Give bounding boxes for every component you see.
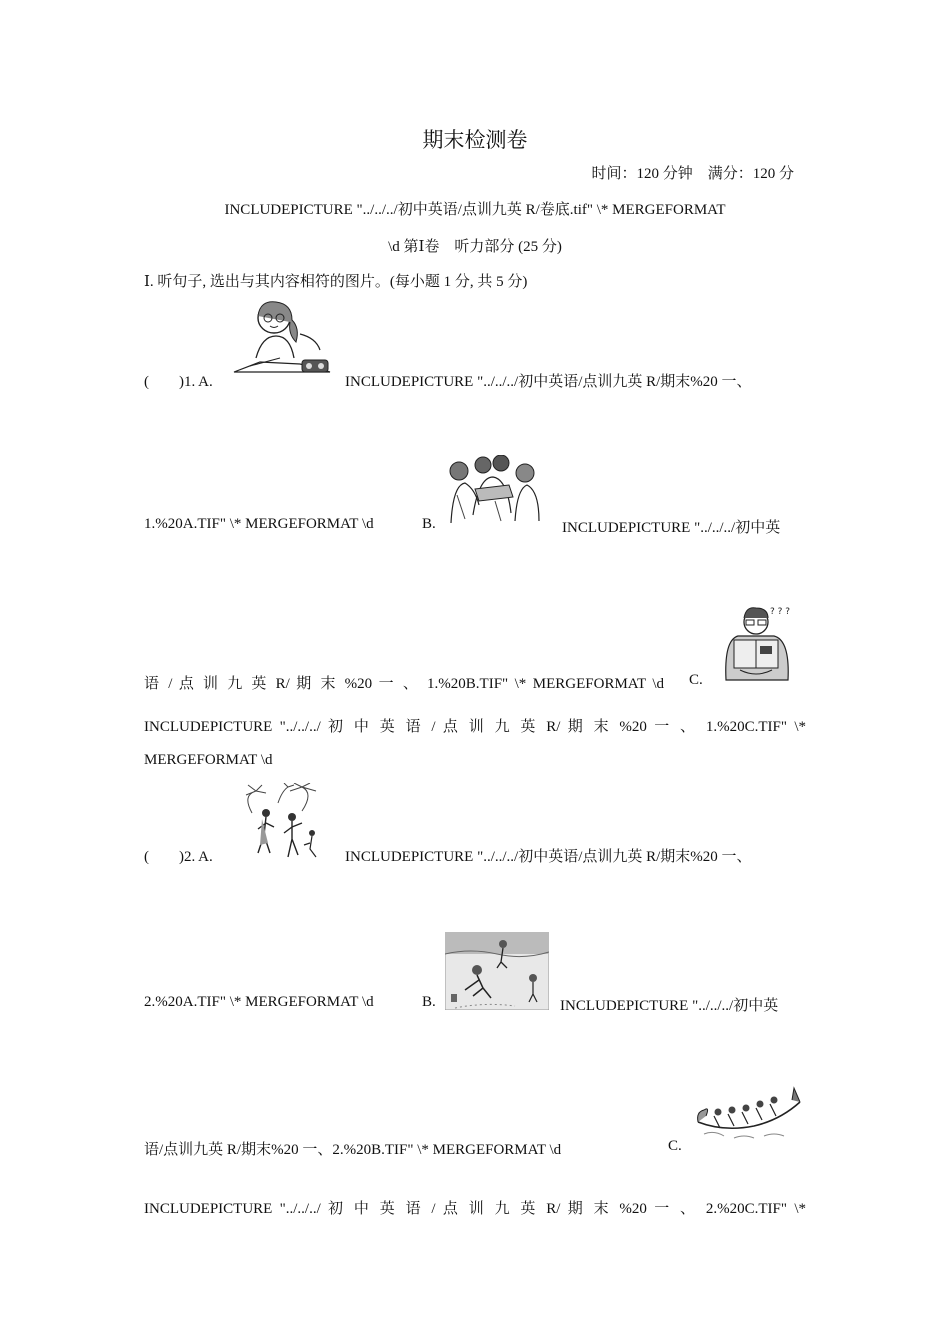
section-heading: \d 第Ⅰ卷 听力部分 (25 分): [388, 239, 562, 255]
q1-c-field-text: 语 / 点 训 九 英 R/ 期 末 %20 一 、 1.%20B.TIF" \* MERGEFORMAT \d: [144, 676, 664, 692]
include-field-line: INCLUDEPICTURE "../../../初中英语/点训九英 R/卷底.tif" \* MERGEFORMAT: [224, 202, 726, 218]
q2-option-b-image: [445, 932, 549, 1010]
q1-c-field-line-end: MERGEFORMAT \d: [144, 752, 273, 768]
q2-a-field-text: INCLUDEPICTURE "../../../初中英语/点训九英 R/期末%20 一、: [345, 849, 752, 865]
q1-option-c-image: [720, 600, 794, 684]
q1-option-a-image: [230, 298, 333, 376]
q1-c-label: C.: [689, 672, 703, 688]
q2-c-label: C.: [668, 1138, 682, 1154]
q1-option-b-image: [445, 455, 543, 525]
q1-b-label: B.: [422, 516, 436, 532]
q2-c-field-line: INCLUDEPICTURE "../../../ 初 中 英 语 / 点 训 九 英 R/ 期 末 %20 一 、 2.%20C.TIF" \*: [144, 1201, 806, 1217]
q1-b-field-tail: INCLUDEPICTURE "../../../初中英: [562, 520, 781, 536]
q1-prefix: ( )1. A.: [144, 374, 213, 390]
svg-text:? ? ?: ? ? ?: [770, 607, 791, 617]
q2-b-field-text: 2.%20A.TIF" \* MERGEFORMAT \d: [144, 994, 374, 1010]
q1-b-field-text: 1.%20A.TIF" \* MERGEFORMAT \d: [144, 516, 374, 532]
q2-c-field-text: 语/点训九英 R/期末%20 一、2.%20B.TIF" \* MERGEFORMAT \d: [144, 1142, 562, 1158]
q1-c-field-line: INCLUDEPICTURE "../../../ 初 中 英 语 / 点 训 九 英 R/ 期 末 %20 一 、 1.%20C.TIF" \*: [144, 719, 806, 735]
q1-a-field-text: INCLUDEPICTURE "../../../初中英语/点训九英 R/期末%20 一、: [345, 374, 752, 390]
time-info: 时间：120 分钟 满分：120 分: [591, 166, 794, 182]
q2-option-a-image: [232, 783, 330, 861]
q2-b-field-tail: INCLUDEPICTURE "../../../初中英: [560, 998, 779, 1014]
q2-prefix: ( )2. A.: [144, 849, 213, 865]
q2-option-c-image: [694, 1082, 804, 1144]
q2-b-label: B.: [422, 994, 436, 1010]
page-title: 期末检测卷: [422, 128, 528, 152]
part1-instruction: Ⅰ. 听句子, 选出与其内容相符的图片。(每小题 1 分, 共 5 分): [144, 274, 528, 290]
